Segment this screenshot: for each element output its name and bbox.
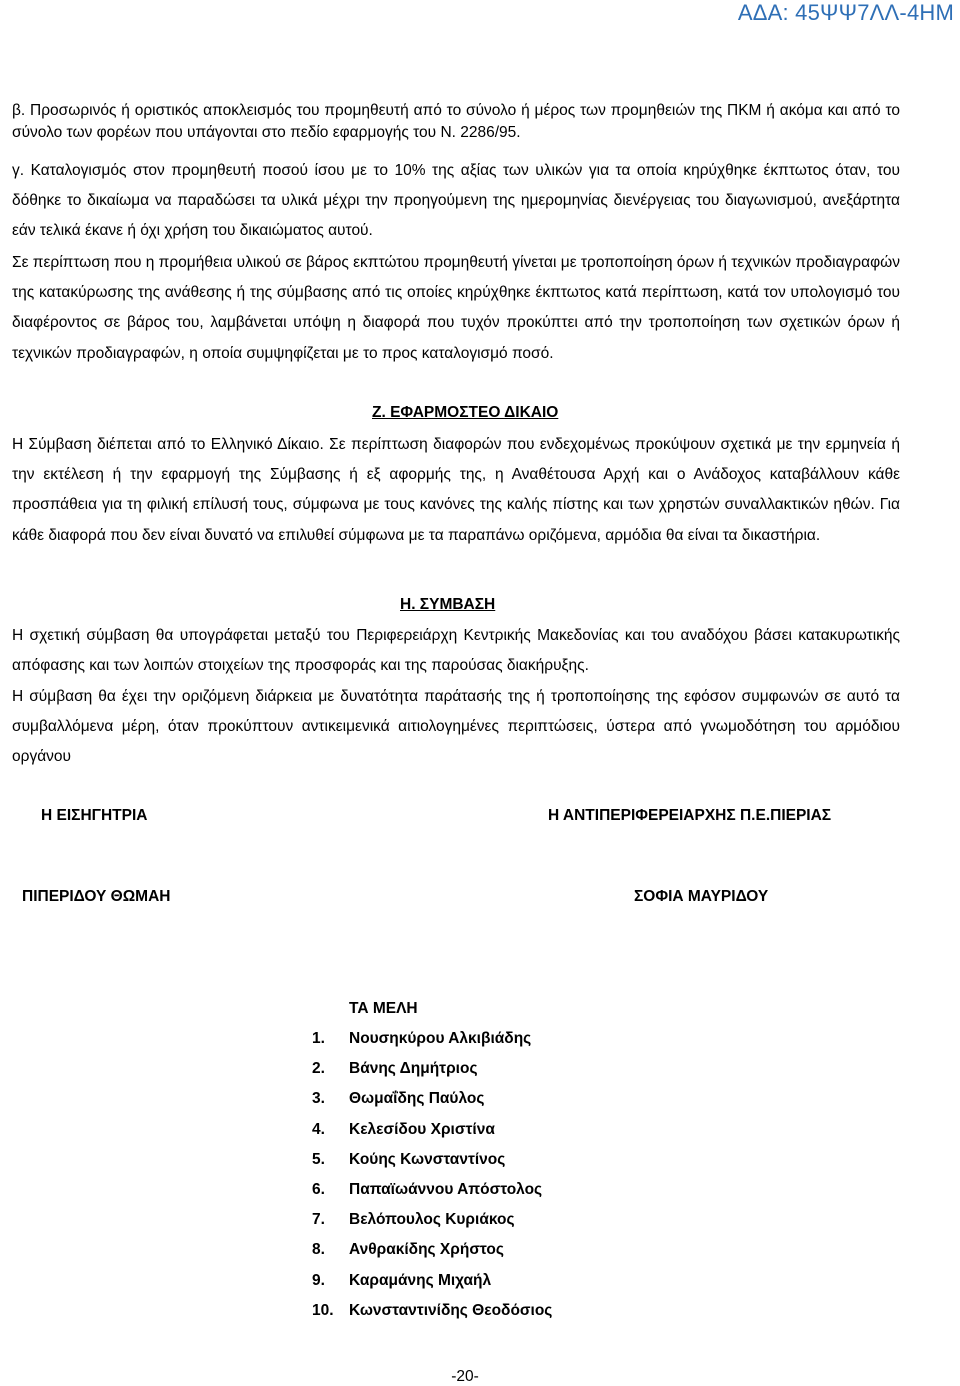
signature-rapporteur-name: ΠΙΠΕΡΙΔΟΥ ΘΩΜΑΗ	[22, 888, 171, 905]
section-heading-contract: Η. ΣΥΜΒΑΣΗ	[400, 596, 496, 613]
list-item: 9. Καραμάνης Μιχαήλ	[312, 1271, 492, 1289]
members-title: ΤΑ ΜΕΛΗ	[349, 1000, 418, 1017]
list-item: 10. Κωνσταντινίδης Θεοδόσιος	[312, 1301, 553, 1319]
paragraph-gamma: γ. Καταλογισμός στον προμηθευτή ποσού ίσου με το 10% της αξίας των υλικών για τα οποία κηρύχθηκε έκπτωτος όταν, του δόθηκε το δικαίωμα να παραδώσει τα υλικά μέχρι την προηγούμενη της ημερομηνίας διενέργειας του διαγωνισμού, ανεξάρτητα εάν τελικά έκανε ή όχι χρήση του δικαιώματος αυτού.	[12, 162, 900, 240]
list-item: 3. Θωμαΐδης Παύλος	[312, 1090, 485, 1108]
signature-rapporteur-title: Η ΕΙΣΗΓΗΤΡΙΑ	[41, 807, 148, 824]
paragraph-contract-duration: Η σύμβαση θα έχει την οριζόμενη διάρκεια με δυνατότητα παράτασής της ή τροποποίησης της εφόσον συμφωνών σε αυτό τα συμβαλλόμενα μέρη, όταν προκύπτουν αντικειμενικά αιτιολογημένες περιπτώσεις, ύστερα από γνωμοδότηση του αρμόδιου οργάνου	[12, 688, 900, 766]
list-item: 7. Βελόπουλος Κυριάκος	[312, 1211, 515, 1229]
signature-deputy-governor-title: Η ΑΝΤΙΠΕΡΙΦΕΡΕΙΑΡΧΗΣ Π.Ε.ΠΙΕΡΙΑΣ	[548, 807, 832, 824]
list-item: 5. Κούης Κωνσταντίνος	[312, 1150, 506, 1168]
list-item: 4. Κελεσίδου Χριστίνα	[312, 1120, 495, 1138]
members-list	[312, 1024, 552, 1326]
list-item: 2. Βάνης Δημήτριος	[312, 1060, 478, 1078]
list-item: 8. Ανθρακίδης Χρήστος	[312, 1241, 504, 1259]
paragraph-applicable-law: Η Σύμβαση διέπεται από το Ελληνικό Δίκαιο. Σε περίπτωση διαφορών που ενδεχομένως προκύψουν σχετικά με την ερμηνεία ή την εκτέλεση ή την εφαρμογή της Σύμβασης ή εξ αφορμής της, η Αναθέτουσα Αρχή και ο Ανάδοχος καταβάλλουν κάθε προσπάθεια για τη φιλική επίλυσή τους, σύμφωνα με τους κανόνες της καλής πίστης και των χρηστών συναλλακτικών ηθών. Για κάθε διαφορά που δεν είναι δυνατό να επιλυθεί σύμφωνα με τα παραπάνω οριζόμενα, αρμόδια θα είναι τα δικαστήρια.	[12, 436, 900, 544]
paragraph-contract-signing: Η σχετική σύμβαση θα υπογράφεται μεταξύ του Περιφερειάρχη Κεντρικής Μακεδονίας και του αναδόχου βάσει κατακυρωτικής απόφασης και των λοιπών στοιχείων της προσφοράς και της παρούσας διακήρυξης.	[12, 627, 900, 675]
list-item: 1. Νουσηκύρου Αλκιβιάδης	[312, 1030, 532, 1047]
signature-deputy-governor-name: ΣΟΦΙΑ ΜΑΥΡΙΔΟΥ	[634, 888, 769, 905]
page-number: -20-	[451, 1368, 479, 1385]
list-item: 6. Παπαϊωάννου Απόστολος	[312, 1180, 543, 1198]
document-id: ΑΔΑ: 45ΨΨ7ΛΛ-4ΗΜ	[737, 0, 954, 25]
paragraph-case: Σε περίπτωση που η προμήθεια υλικού σε βάρος εκπτώτου προμηθευτή γίνεται με τροποποίηση όρων ή τεχνικών προδιαγραφών της κατακύρωσης της ανάθεσης ή της σύμβασης από τις οποίες κηρύχθηκε έκπτωτος κατά περίπτωση, κατά τον υπολογισμό του διαφέροντος σε βάρος του, λαμβάνεται υπόψη η διαφορά που τυχόν προκύπτει από την τροποποίηση των σχετικών όρων ή τεχνικών προδιαγραφών, η οποία συμψηφίζεται με το προς καταλογισμό ποσό.	[12, 254, 900, 362]
section-heading-applicable-law: Ζ. ΕΦΑΡΜΟΣΤΕΟ ΔΙΚΑΙΟ	[372, 404, 559, 421]
paragraph-beta: β. Προσωρινός ή οριστικός αποκλεισμός του προμηθευτή από το σύνολο ή μέρος των προμηθειών της ΠΚΜ ή ακόμα και από το σύνολο των φορέων που υπάγονται στο πεδίο εφαρμογής του Ν. 2286/95.	[12, 102, 900, 141]
